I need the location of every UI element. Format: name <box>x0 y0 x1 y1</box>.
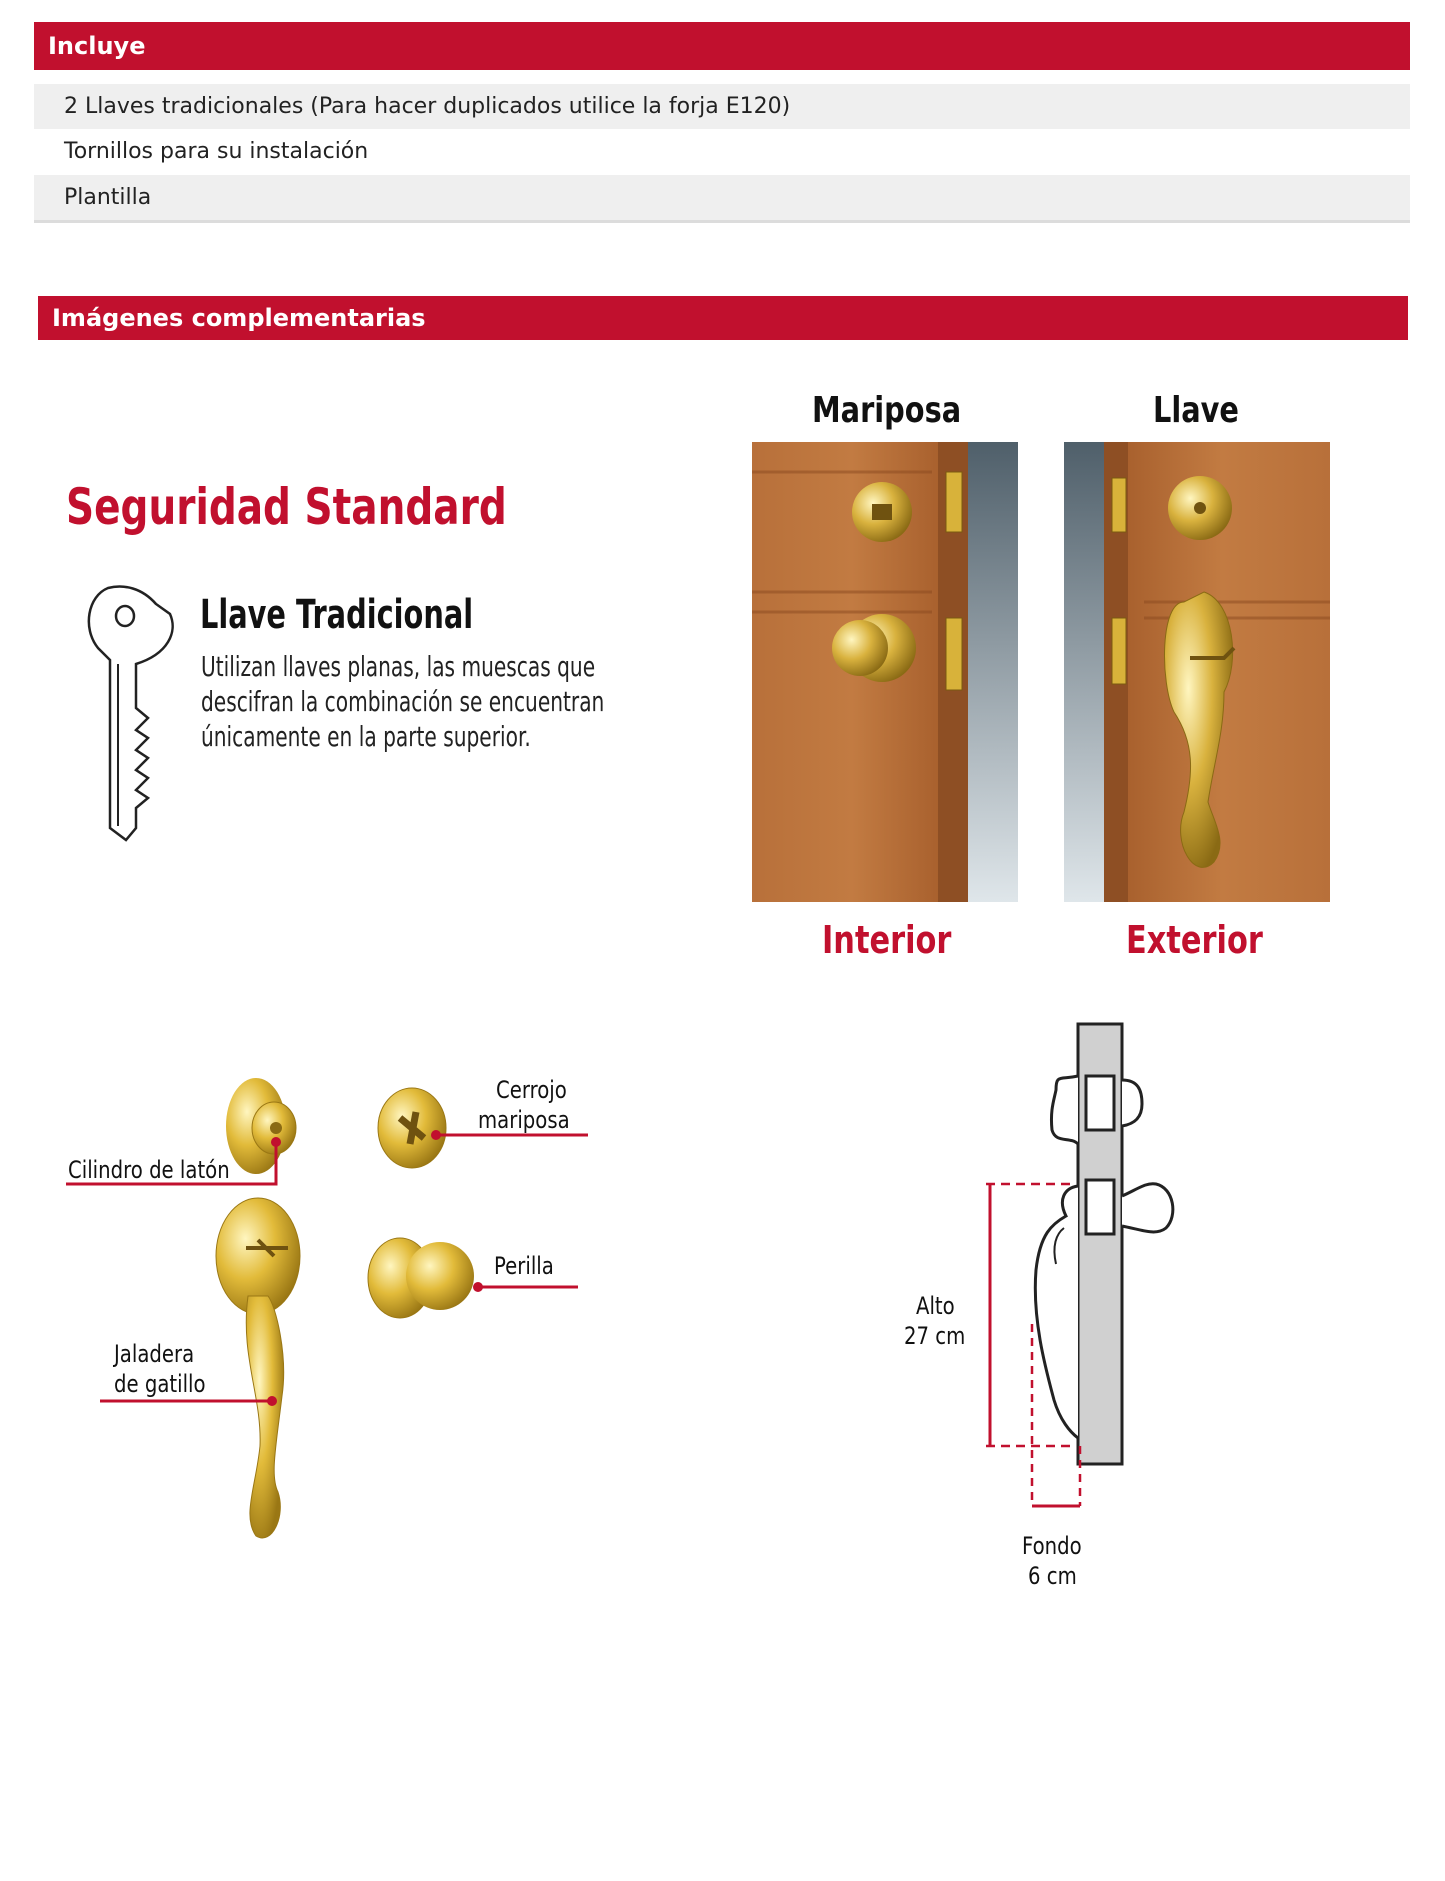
photo-label-mariposa: Mariposa <box>812 390 962 431</box>
list-item-text: Tornillos para su instalación <box>64 139 369 164</box>
imagenes-title: Imágenes complementarias <box>52 304 426 332</box>
exterior-door-photo <box>1064 442 1330 902</box>
key-icon <box>78 578 188 848</box>
incluye-header <box>34 22 1410 70</box>
key-desc-line-2: descifran la combinación se encuentran <box>201 685 605 718</box>
handle-part <box>212 1196 322 1546</box>
key-desc-line-3: únicamente en la parte superior. <box>201 720 531 753</box>
callout-jaladera-1: Jaladera <box>114 1340 195 1368</box>
list-item <box>34 129 1410 174</box>
callout-line-perilla <box>470 1282 580 1292</box>
list-item-text: Plantilla <box>64 185 152 210</box>
dim-fondo-label: Fondo <box>1022 1532 1082 1560</box>
list-item <box>34 175 1410 223</box>
list-item <box>34 84 1410 129</box>
interior-door-photo <box>752 442 1018 902</box>
callout-cerrojo-1: Cerrojo <box>496 1076 567 1104</box>
callout-line-cerrojo <box>428 1130 588 1140</box>
thumbturn-part <box>376 1084 456 1174</box>
dim-fondo-value: 6 cm <box>1028 1562 1077 1590</box>
seguridad-title: Seguridad Standard <box>66 478 507 536</box>
callout-line-cilindro <box>66 1136 286 1186</box>
dimension-diagram <box>960 1020 1220 1540</box>
callout-perilla: Perilla <box>494 1252 554 1280</box>
imagenes-header <box>38 296 1408 340</box>
key-title: Llave Tradicional <box>200 592 474 638</box>
callout-cilindro: Cilindro de latón <box>68 1156 230 1184</box>
knob-part <box>366 1234 476 1324</box>
callout-line-jaladera <box>100 1396 280 1406</box>
dim-alto-value: 27 cm <box>904 1322 966 1350</box>
dim-alto-label: Alto <box>916 1292 955 1320</box>
callout-jaladera-2: de gatillo <box>114 1370 206 1398</box>
photo-label-llave: Llave <box>1153 390 1239 431</box>
key-desc-line-1: Utilizan llaves planas, las muescas que <box>201 650 596 683</box>
incluye-title: Incluye <box>48 32 146 60</box>
photo-label-interior: Interior <box>822 918 952 962</box>
photo-label-exterior: Exterior <box>1126 918 1263 962</box>
list-item-text: 2 Llaves tradicionales (Para hacer duplicados utilice la forja E120) <box>64 94 791 119</box>
callout-cerrojo-2: mariposa <box>478 1106 570 1134</box>
